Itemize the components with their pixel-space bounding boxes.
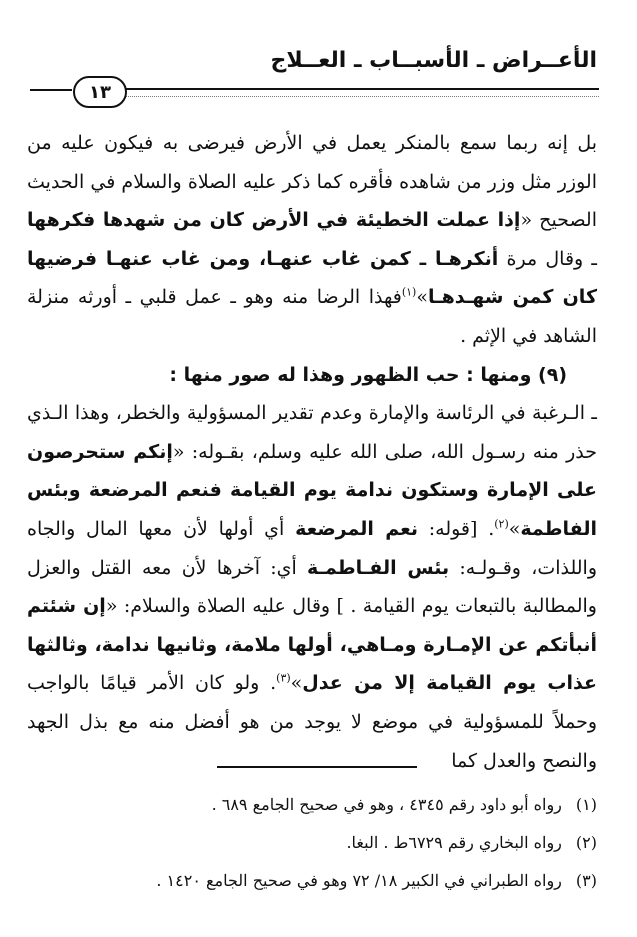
body-text (27, 124, 597, 780)
footnote-3 (17, 862, 597, 900)
hadith-sin-earth-cont: أنكرهـا ـ كمن غاب عنهـا، ومن غاب عنهـا فرضيها كان كمن شهـدهـا (27, 247, 597, 309)
footnote-ref-1[interactable]: (١) (401, 286, 417, 300)
footnote-ref-3[interactable]: (٣) (276, 671, 291, 685)
footnote-1 (17, 786, 597, 824)
badge-connector-line (30, 89, 72, 91)
p3-text-c: . [قوله: (417, 517, 495, 540)
p3-text-b: » (508, 517, 521, 540)
page-number: ١٣ (89, 81, 111, 103)
footnote-text: رواه أبو داود رقم ٤٣٤٥ ، وهو في صحيح الجامع ٦٨٩ . (211, 795, 562, 814)
hadith-leadership-2: إن شئتم أنبأتكم عن الإمـارة ومـاهي، أولها ملامة، وثانيها ندامة، وثالثها عذاب يوم القيامة إلا من عدل (27, 595, 597, 695)
header-rule (125, 88, 599, 90)
paragraph-3 (27, 394, 597, 780)
footnote-number: (٢) (575, 833, 597, 852)
section-heading-9 (27, 356, 597, 395)
p1-text-d: فهذا الرضا منه وهو ـ عمل قلبي ـ أورثه منزلة الشاهد في الإثم . (27, 286, 597, 347)
p1-text-a: بل إنه ربما سمع بالمنكر يعمل في الأرض فيرضى به فيكون عليه من الوزر مثل وزر من شاهده فأقره كما ذكر عليه الصلاة والسلام في الحديث الصحيح « (27, 132, 597, 232)
p3-text-f: » (290, 672, 303, 695)
p1-text-c: » (416, 286, 428, 309)
p3-text-d: أي أولها لأن معها المال والجاه واللذات، وقـولـه: (27, 517, 597, 579)
p3-text-a: ـ الـرغبة في الرئاسة والإمارة وعدم تقدير المسؤولية والخطر، وهذا الـذي حذر منه رسـول الله، صلى الله عليه وسلم، بقـوله: « (27, 402, 598, 463)
footnote-text: رواه الطبراني في الكبير ١٨/ ٧٢ وهو في صحيح الجامع ١٤٢٠ . (156, 871, 562, 890)
header-rule-dotted (125, 96, 599, 97)
footnotes (17, 786, 597, 900)
hadith-sin-earth: إذا عملت الخطيئة في الأرض كان من شهدها فكرهها (27, 209, 521, 232)
footnote-text: رواه البخاري رقم ٦٧٢٩ط . البغا. (346, 833, 562, 852)
term-good-nurse: نعم المرضعة (295, 517, 418, 540)
footnote-separator (217, 766, 417, 768)
term-bad-weaner: بئس الفـاطمـة (307, 556, 450, 579)
footnote-2 (17, 824, 597, 862)
footnote-ref-2[interactable]: (٢) (494, 517, 509, 531)
p3-text-g: . ولو كان الأمر قيامًا بالواجب وحملاً للمسؤولية في موضع لا يوجد من هو أفضل منه مع بذل الجهد والنصح والعدل كما (27, 672, 597, 772)
page-number-badge (73, 76, 127, 108)
footnote-number: (١) (575, 795, 597, 814)
heading-love-of-fame: (٩) ومنها : حب الظهور وهذا له صور منها : (169, 363, 567, 386)
footnote-number: (٣) (575, 871, 597, 890)
hadith-leadership: إنكم ستحرصون على الإمارة وستكون ندامة يوم القيامة فنعم المرضعة وبئس الفاطمة (27, 440, 597, 540)
p3-text-e: أي: آخرها لأن معه القتل والعزل والمطالبة بالتبعات يوم القيامة . ] وقال عليه الصلاة والسلام: « (27, 556, 597, 618)
p1-text-b: ـ وقال مرة (498, 247, 597, 270)
running-title: الأعــراض ـ الأسبــاب ـ العــلاج (270, 48, 597, 73)
paragraph-1 (27, 124, 597, 356)
